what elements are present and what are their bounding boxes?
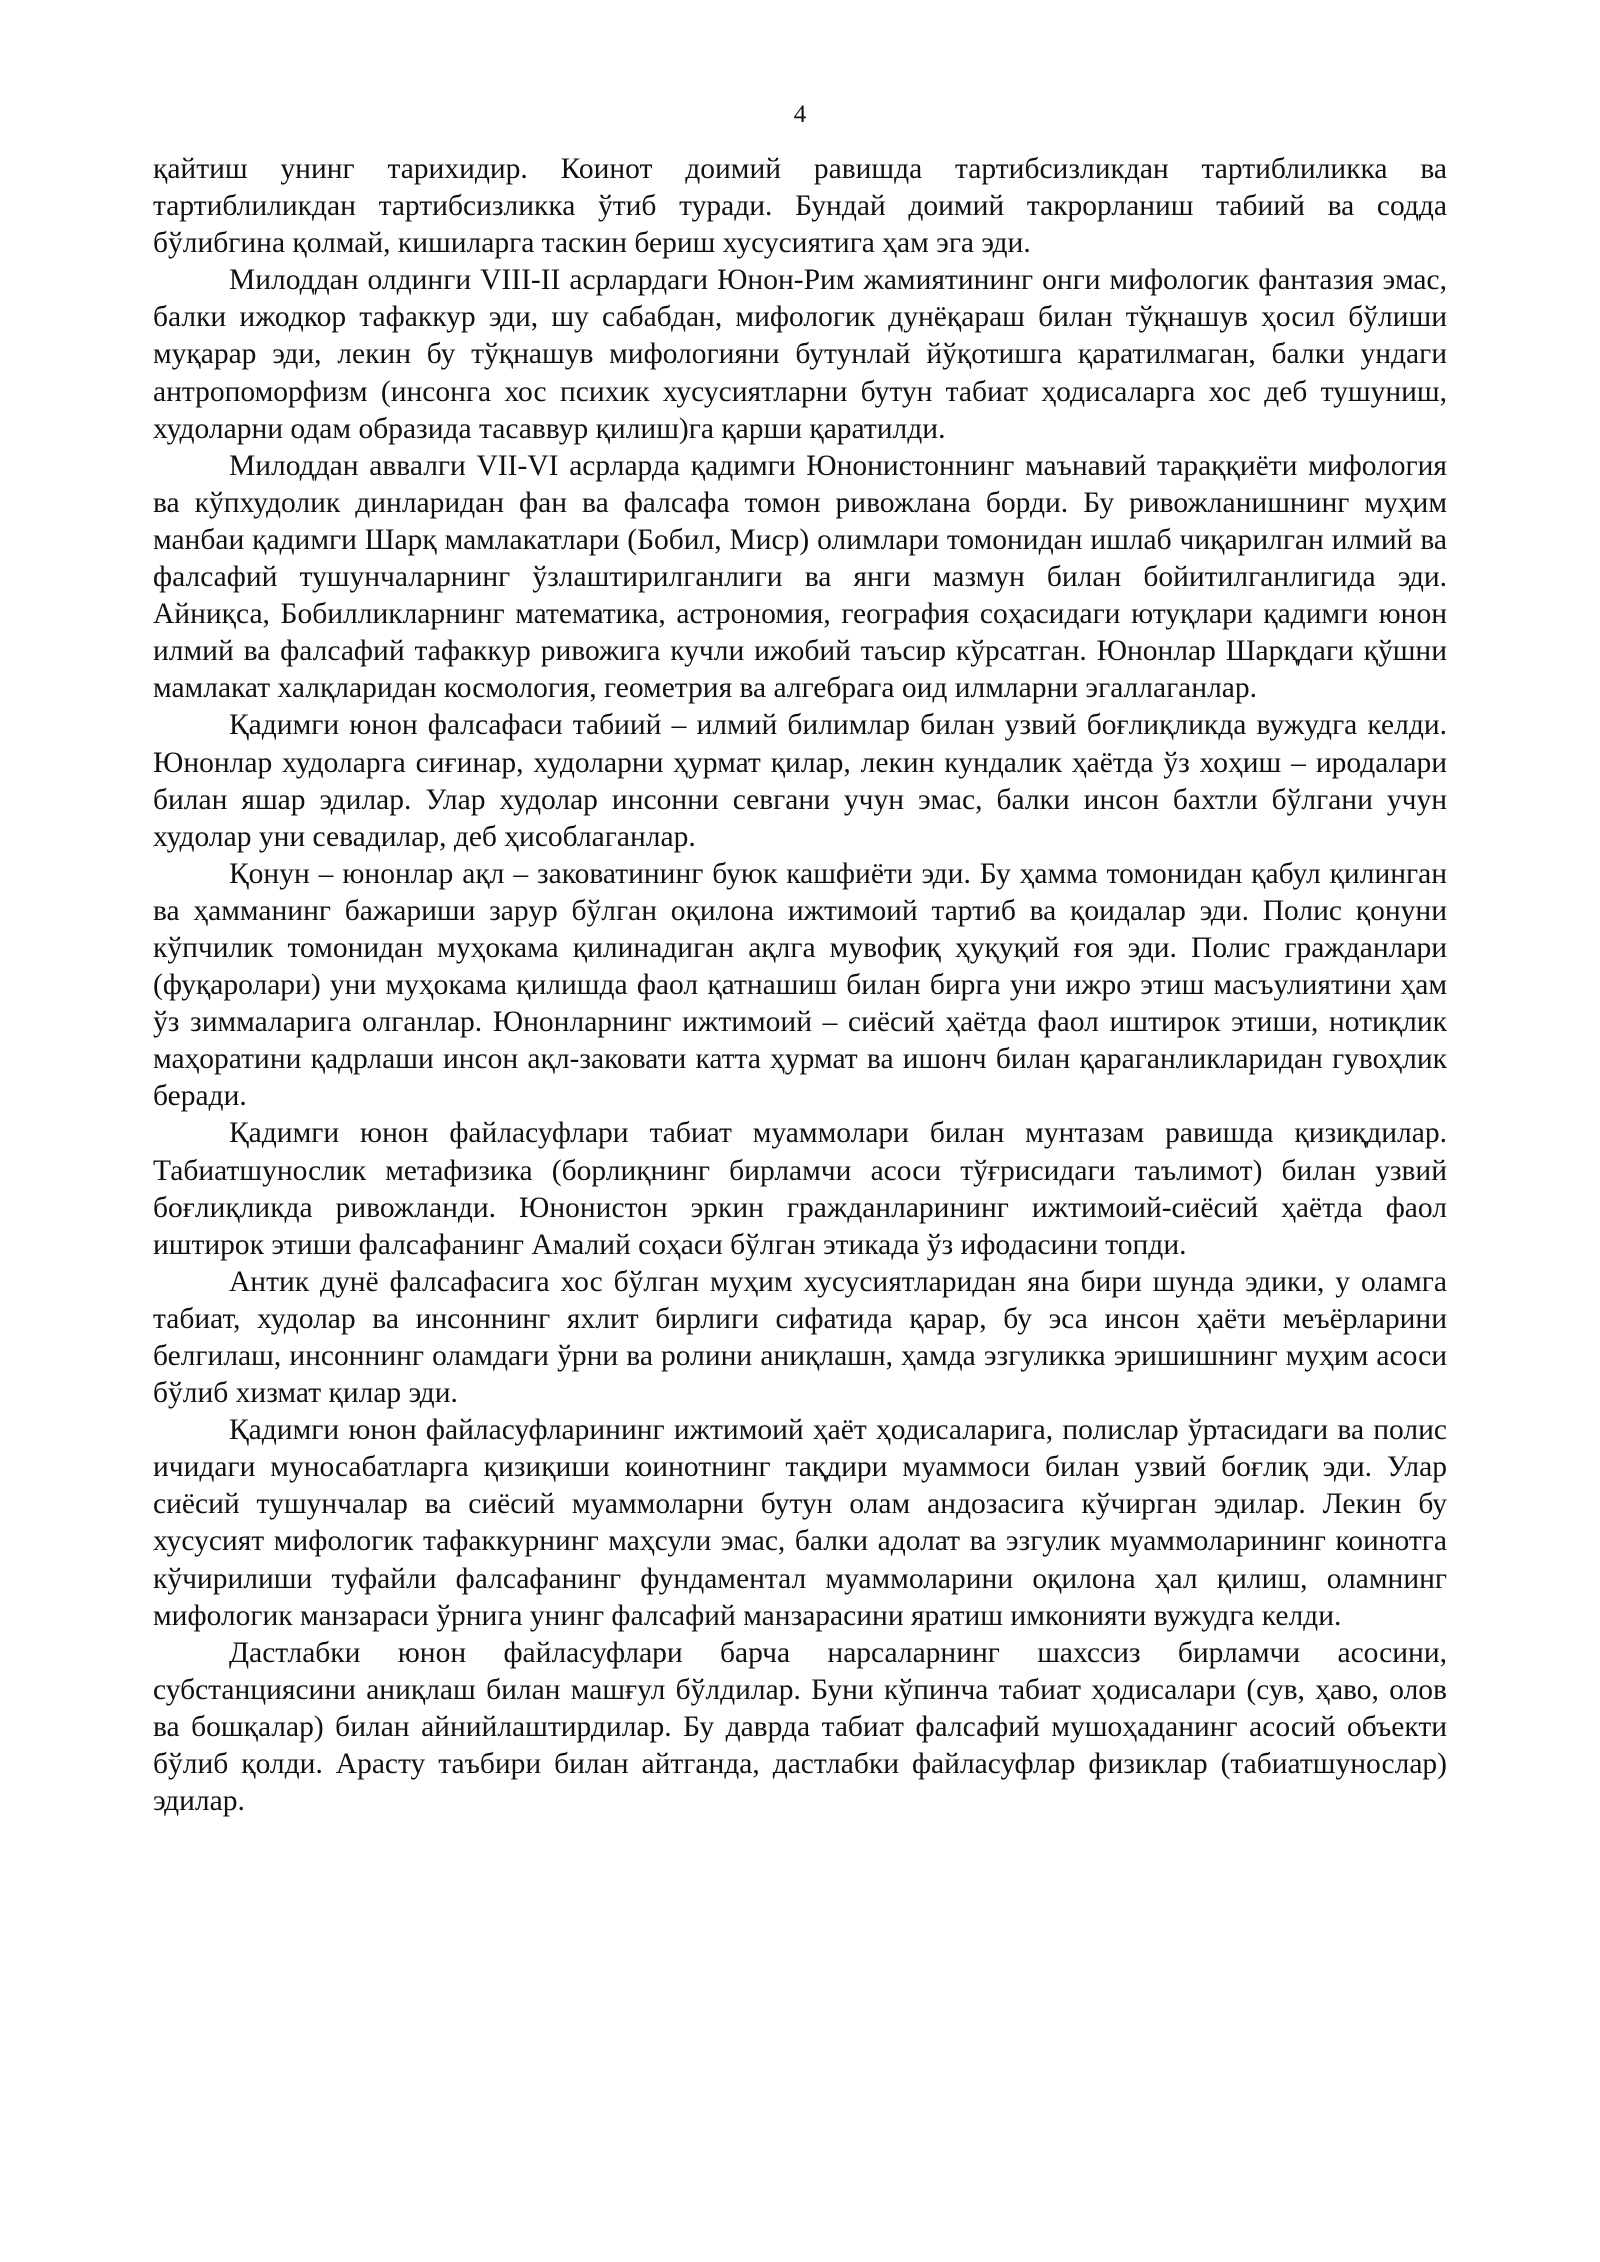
paragraph-5: Қонун – юнонлар ақл – заковатининг буюк кашфиёти эди. Бу ҳамма томонидан қабул қилинган ва ҳамманинг бажариши зарур бўлган оқилона ижтимоий тартиб ва қоидалар эди. Полис қонуни кўпчилик томонидан муҳокама қилинадиган ақлга мувофиқ ҳуқуқий ғоя эди. Полис гражданлари (фуқаролари) уни муҳокама қилишда фаол қатнашиш билан бирга уни ижро этиш масъулиятини ҳам ўз зиммаларига олганлар. Юнонларнинг ижтимоий – сиёсий ҳаётда фаол иштирок этиши, нотиқлик маҳоратини қадрлаши инсон ақл-заковати катта ҳурмат ва ишонч билан қараганликларидан гувоҳлик беради. <box>153 857 1447 1113</box>
paragraph-4: Қадимги юнон фалсафаси табиий – илмий билимлар билан узвий боғлиқликда вужудга келди. Юнонлар худоларга сиғинар, худоларни ҳурмат қилар, лекин кундалик ҳаётда ўз хоҳиш – иродалари билан яшар эдилар. Улар худолар инсонни севгани учун эмас, балки инсон бахтли бўлгани учун худолар уни севадилар, деб ҳисоблаганлар. <box>153 709 1447 853</box>
paragraph-6: Қадимги юнон файласуфлари табиат муаммолари билан мунтазам равишда қизиқдилар. Табиатшунослик метафизика (борлиқнинг бирламчи асоси тўғрисидаги таълимот) билан узвий боғлиқликда ривожланди. Юнонистон эркин гражданларининг ижтимоий-сиёсий ҳаётда фаол иштирок этиши фалсафанинг Амалий соҳаси бўлган этикада ўз ифодасини топди. <box>153 1117 1447 1261</box>
paragraph-8: Қадимги юнон файласуфларининг ижтимоий ҳаёт ҳодисаларига, полислар ўртасидаги ва полис ичидаги муносабатларга қизиқиши коинотнинг тақдири муаммоси билан узвий боғлиқ эди. Улар сиёсий тушунчалар ва сиёсий муаммоларни бутун олам андозасига кўчирган эдилар. Лекин бу хусусият мифологик тафаккурнинг маҳсули эмас, балки адолат ва эзгулик муаммоларининг коинотга кўчирилиши туфайли фалсафанинг фундаментал муаммоларини оқилона ҳал қилиш, оламнинг мифологик манзараси ўрнига унинг фалсафий манзарасини яратиш имконияти вужудга келди. <box>153 1414 1447 1632</box>
body-text <box>153 151 1447 1820</box>
page-number: 4 <box>793 101 807 128</box>
paragraph-1: қайтиш унинг тарихидир. Коинот доимий равишда тартибсизликдан тартиблиликка ва тартиблиликдан тартибсизликка ўтиб туради. Бундай доимий такрорланиш табиий ва содда бўлибгина қолмай, кишиларга таскин бериш хусусиятига ҳам эга эди. <box>153 153 1447 260</box>
paragraph-3: Милоддан аввалги VII-VI асрларда қадимги Юнонистоннинг маънавий тараққиёти мифология ва кўпхудолик динларидан фан ва фалсафа томон ривожлана борди. Бу ривожланишнинг муҳим манбаи қадимги Шарқ мамлакатлари (Бобил, Миср) олимлари томонидан ишлаб чиқарилган илмий ва фалсафий тушунчаларнинг ўзлаштирилганлиги ва янги мазмун билан бойитилганлигида эди. Айниқса, Бобилликларнинг математика, астрономия, география соҳасидаги ютуқлари қадимги юнон илмий ва фалсафий тафаккур ривожига кучли ижобий таъсир кўрсатган. Юнонлар Шарқдаги қўшни мамлакат халқларидан космология, геометрия ва алгебрага оид илмларни эгаллаганлар. <box>153 449 1447 705</box>
paragraph-7: Антик дунё фалсафасига хос бўлган муҳим хусусиятларидан яна бири шунда эдики, у оламга табиат, худолар ва инсоннинг яхлит бирлиги сифатида қарар, бу эса инсон ҳаёти меъёрларини белгилаш, инсоннинг оламдаги ўрни ва ролини аниқлашн, ҳамда эзгуликка эришишнинг муҳим асоси бўлиб хизмат қилар эди. <box>153 1265 1447 1410</box>
paragraph-9: Дастлабки юнон файласуфлари барча нарсаларнинг шахссиз бирламчи асосини, субстанциясини аниқлаш билан машғул бўлдилар. Буни кўпинча табиат ҳодисалари (сув, ҳаво, олов ва бошқалар) билан айнийлаштирдилар. Бу даврда табиат фалсафий мушоҳаданинг асосий объекти бўлиб қолди. Арасту таъбири билан айтганда, дастлабки файласуфлар физиклар (табиатшунослар) эдилар. <box>153 1636 1447 1818</box>
paragraph-2: Милоддан олдинги VIII-II асрлардаги Юнон-Рим жамиятининг онги мифологик фантазия эмас, балки ижодкор тафаккур эди, шу сабабдан, мифологик дунёқараш билан тўқнашув ҳосил бўлиши муқарар эди, лекин бу тўқнашув мифологияни бутунлай йўқотишга қаратилмаган, балки ундаги антропоморфизм (инсонга хос психик хусусиятларни бутун табиат ҳодисаларга хос деб тушуниш, худоларни одам образида тасаввур қилиш)га қарши қаратилди. <box>153 264 1447 445</box>
